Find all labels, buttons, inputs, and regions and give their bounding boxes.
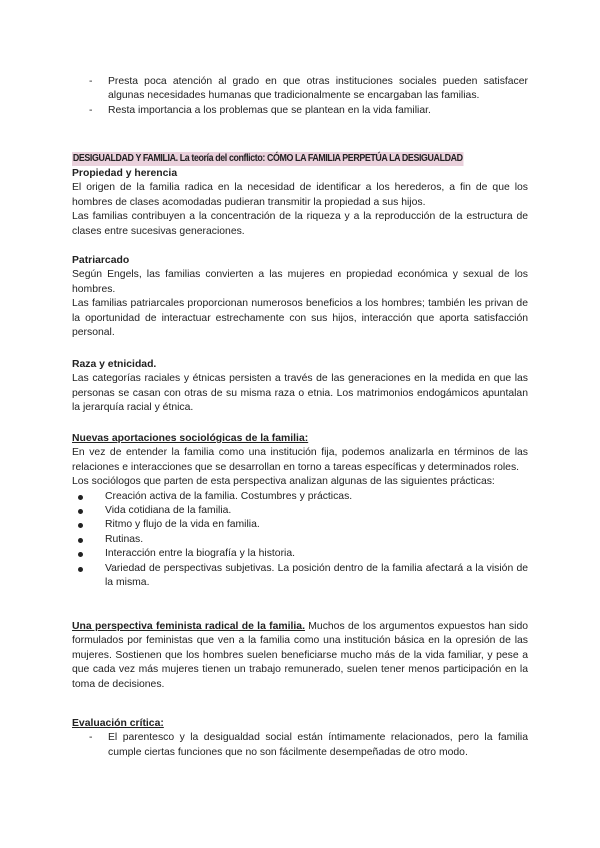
bullet-icon <box>78 523 83 528</box>
heading-nuevas: Nuevas aportaciones sociológicas de la familia: <box>72 433 309 444</box>
paragraph: Las familias contribuyen a la concentración de la riqueza y a la reproducción de la estructura de clases entre sucesivas generaciones. <box>72 211 528 237</box>
paragraph: Las categorías raciales y étnicas persisten a través de las generaciones en la medida en que las personas se casan con otras de su misma raza o etnia. Los matrimonios endogámicos apuntalan la jerarquía racial y étnica. <box>72 373 528 414</box>
dash-marker: - <box>89 76 93 87</box>
section-patriarcado <box>72 254 528 340</box>
practices-bullet-list <box>72 490 528 591</box>
bullet-icon <box>78 567 83 572</box>
dash-marker: - <box>89 104 93 116</box>
heading-raza: Raza y etnicidad. <box>72 359 157 370</box>
paragraph: Según Engels, las familias convierten a las mujeres en propiedad económica y sexual de los hombres. <box>72 269 528 295</box>
section-title-wrap <box>72 152 528 166</box>
heading-propiedad: Propiedad y herencia <box>72 168 178 179</box>
bullet-list-item <box>72 518 528 532</box>
paragraph: Las familias patriarcales proporcionan numerosos beneficios a los hombres; también les privan de la oportunidad de interactuar estrechamente con sus hijos, interacción que aporta satisfacción personal. <box>72 298 528 339</box>
bullet-item-text: Vida cotidiana de la familia. <box>105 505 232 517</box>
bullet-icon <box>78 552 83 557</box>
bullet-icon <box>78 509 83 514</box>
bullet-icon <box>78 495 83 500</box>
bullet-list-item <box>72 490 528 504</box>
intro-dash-list <box>72 75 528 118</box>
dash-item-text: Resta importancia a los problemas que se plantean en la vida familiar. <box>108 104 431 116</box>
bullet-item-text: Ritmo y flujo de la vida en familia. <box>105 519 260 531</box>
section-raza <box>72 358 528 416</box>
section-title: DESIGUALDAD Y FAMILIA. La teoría del conflicto: CÓMO LA FAMILIA PERPETÚA LA DESIGUALDAD <box>72 153 463 164</box>
bullet-list-item <box>72 504 528 518</box>
paragraph: El origen de la familia radica en la necesidad de identificar a los herederos, a fin de que los hombres de clases acomodadas pudieran transmitir la propiedad a sus hijos. <box>72 182 528 208</box>
bullet-item-text: Creación activa de la familia. Costumbres y prácticas. <box>105 490 353 502</box>
heading-feminista: Una perspectiva feminista radical de la familia. <box>72 621 305 632</box>
bullet-list-item <box>72 547 528 561</box>
section-propiedad <box>72 167 528 239</box>
bullet-icon <box>78 538 83 543</box>
section-nuevas <box>72 432 528 590</box>
section-feminista <box>72 620 528 692</box>
dash-item-text: El parentesco y la desigualdad social están íntimamente relacionados, pero la familia cumple ciertas funciones que no son fácilmente desempeñadas de otro modo. <box>108 732 528 758</box>
dash-list-item <box>72 731 528 760</box>
paragraph: En vez de entender la familia como una institución fija, podemos analizarla en términos de las relaciones e interacciones que se desarrollan en torno a tareas específicas y determinados roles. <box>72 447 528 473</box>
bullet-list-item <box>72 533 528 547</box>
heading-patriarcado: Patriarcado <box>72 255 130 266</box>
bullet-item-text: Interacción entre la biografía y la historia. <box>105 548 296 560</box>
dash-item-text: Presta poca atención al grado en que otras instituciones sociales pueden satisfacer algunas necesidades humanas que tradicionalmente se encargaban las familias. <box>108 76 528 102</box>
dash-list-item <box>72 104 528 118</box>
dash-list-item <box>72 75 528 104</box>
feminista-text: Muchos de los argumentos expuestos han sido formulados por feministas que ven a la familia como una institución básica en la opresión de las mujeres. Sostienen que los hombres suelen beneficiarse mucho más de la vida familiar, y pese a que cada vez más mujeres tienen un trabajo remunerado, suelen tener menos participación en la toma de decisiones. <box>72 621 528 690</box>
section-evaluacion <box>72 717 528 760</box>
paragraph: Los sociólogos que parten de esta perspectiva analizan algunas de las siguientes prácticas: <box>72 476 495 488</box>
bullet-item-text: Rutinas. <box>105 533 144 545</box>
heading-evaluacion: Evaluación crítica: <box>72 718 164 729</box>
paragraph-feminista <box>72 620 528 692</box>
bullet-list-item <box>72 562 528 591</box>
dash-marker: - <box>89 732 93 744</box>
bullet-item-text: Variedad de perspectivas subjetivas. La posición dentro de la familia afectará a la visión de la misma. <box>105 562 528 589</box>
